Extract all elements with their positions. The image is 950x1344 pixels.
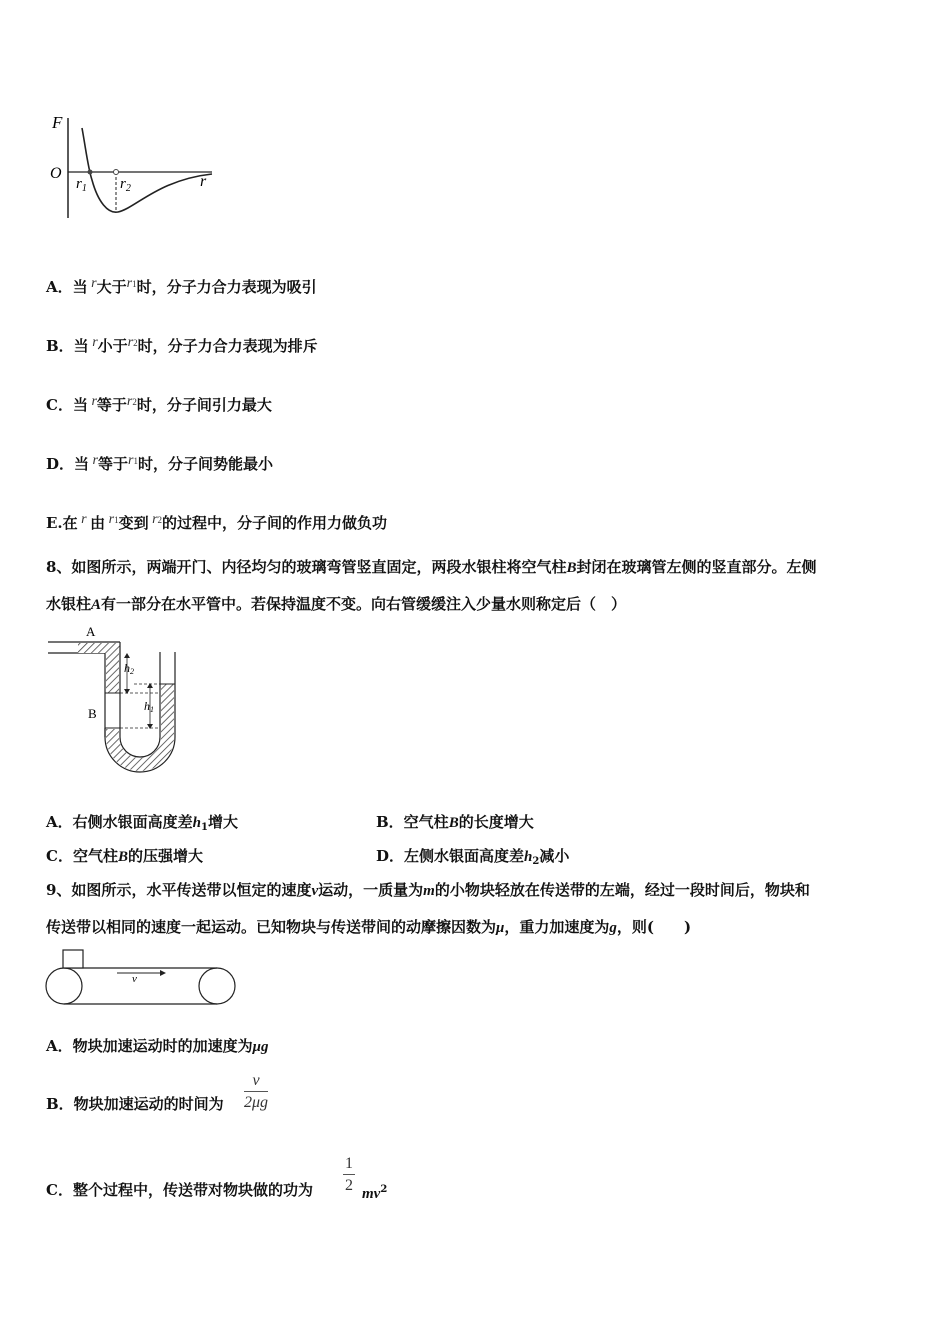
q9-c-fraction: $\frac{1}{2}$ (345, 1155, 353, 1194)
q7-e-mid2: 变到 (118, 514, 149, 532)
q8-option-d[interactable]: D．左侧水银面高度差$h_2$减小 (376, 847, 570, 867)
q9-stem-line1: 9、如图所示，水平传送带以恒定的速度v运动，一质量为m的小物块轻放在传送带的左端，经过一段时间后，物块和 (46, 881, 810, 899)
q7-d-pre: D．当 (46, 455, 90, 473)
r2-sub: 2 (125, 183, 131, 194)
q8-stem-line2: 水银柱A有一部分在水平管中。若保持温度不变。向右管缓缓注入少量水则称定后（ ） (46, 595, 627, 613)
q7-option-e[interactable] (46, 510, 387, 533)
q9-b-fraction: $\frac{v}{2\mu g}$ (244, 1072, 269, 1111)
q7-c-pre: C．当 (46, 396, 88, 414)
svg-text:r2 (120, 176, 131, 194)
q7-c-post: 时，分子间引力最大 (136, 396, 272, 414)
q7-e-post: 的过程中，分子间的作用力做负功 (162, 514, 388, 532)
label-a: A (86, 624, 96, 639)
q7-b-post: 时，分子力合力表现为排斥 (137, 337, 318, 355)
q7-d-mid: 等于 (97, 455, 128, 473)
q7-a-mid: 大于 (96, 278, 127, 296)
q8-option-a[interactable]: A．右侧水银面高度差$h_1$增大 (46, 813, 238, 833)
q7-c-mid: 等于 (96, 396, 127, 414)
conveyor-belt-diagram (42, 946, 242, 1006)
q8-option-c[interactable]: C．空气柱B的压强增大 (46, 847, 203, 865)
velocity-label: v (132, 973, 137, 985)
y-axis-label: F (52, 113, 63, 132)
q7-d-var2: r1 (127, 453, 138, 468)
q7-option-a[interactable] (46, 274, 317, 297)
origin-label: O (50, 165, 62, 182)
r1-sub: 1 (81, 183, 87, 194)
q7-b-var2: r2 (127, 335, 138, 350)
r1-label: r (76, 176, 82, 192)
q9-option-a[interactable]: A．物块加速运动时的加速度为μg (46, 1037, 269, 1055)
h2-label: h (124, 661, 130, 675)
q9-stem-line2: 传送带以相同的速度一起运动。已知物块与传送带间的动摩擦因数为μ，重力加速度为g，则( ) (46, 918, 692, 936)
q8-option-b[interactable]: B．空气柱B的长度增大 (376, 813, 534, 831)
q7-d-post: 时，分子间势能最小 (137, 455, 273, 473)
q7-b-var1: r (92, 335, 98, 350)
q7-e-var1: r (81, 512, 87, 527)
q7-option-b[interactable] (46, 333, 318, 356)
q7-b-pre: B．当 (46, 337, 89, 355)
block (63, 950, 83, 968)
q7-a-var1: r (91, 276, 97, 291)
svg-text:r1 (76, 176, 87, 194)
q7-a-pre: A．当 (46, 278, 88, 296)
q7-c-var2: r2 (126, 394, 137, 409)
force-distance-graph (40, 110, 230, 225)
x-axis-label: r (200, 173, 207, 190)
svg-text:h2 (124, 661, 134, 676)
r2-label: r (120, 176, 126, 192)
q9-option-c[interactable]: C．整个过程中，传送带对物块做的功为 (46, 1181, 313, 1199)
q7-c-var1: r (91, 394, 97, 409)
q8-stem-line1: 8、如图所示，两端开门、内径均匀的玻璃弯管竖直固定，两段水银柱将空气柱B封闭在玻璃管左侧的竖直部分。左侧 (46, 558, 817, 576)
q9-option-b[interactable]: B．物块加速运动的时间为 (46, 1095, 224, 1113)
q7-e-var2: r1 (108, 512, 119, 527)
h2-sub: 2 (130, 667, 134, 676)
svg-text:h1 (144, 699, 154, 714)
q7-a-post: 时，分子力合力表现为吸引 (136, 278, 317, 296)
q7-b-mid: 小于 (97, 337, 128, 355)
q7-e-mid: 由 (90, 514, 106, 532)
q7-option-d[interactable] (46, 451, 273, 474)
h1-sub: 1 (150, 705, 154, 714)
q7-a-var2: r1 (126, 276, 137, 291)
q7-e-var3: r2 (152, 512, 163, 527)
q9-c-post: $mv^2$ (362, 1184, 388, 1202)
q7-option-c[interactable] (46, 392, 272, 415)
label-b: B (88, 706, 97, 721)
q7-e-pre: E.在 (46, 514, 78, 532)
u-tube-diagram (44, 622, 194, 782)
q7-d-var1: r (92, 453, 98, 468)
h1-label: h (144, 699, 150, 713)
